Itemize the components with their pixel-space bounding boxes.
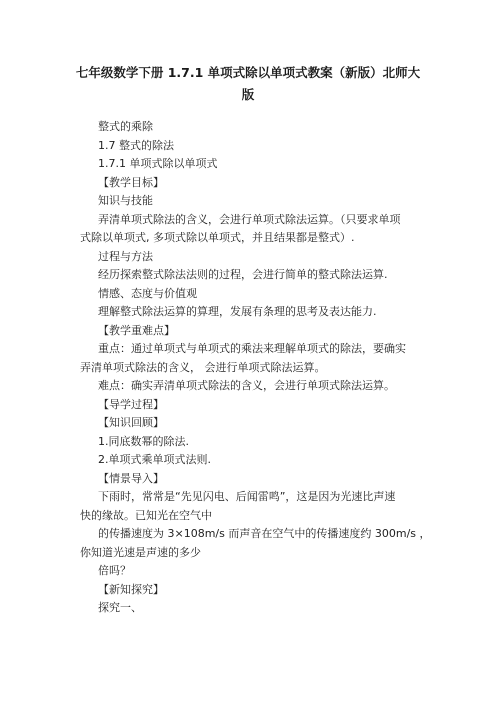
body-line: 快的缘故。已知光在空气中 [80,509,212,522]
section-heading: 【知识回顾】 [98,416,164,429]
body-line: 弄清单项式除法的含义，会进行单项式除法运算。（只要求单项 [98,213,401,226]
body-line: 情感、态度与价值观 [98,287,197,300]
body-line: 弄清单项式除法的含义， 会进行单项式除法运算。 [80,361,326,374]
body-line: 整式的乘除 [98,120,153,133]
body-line: 2.单项式乘单项式法则. [98,453,211,466]
body-line: 知识与技能 [98,194,153,207]
body-line: 1.同底数幂的除法. [98,435,189,448]
body-line: 难点：确实弄清单项式除法的含义，会进行单项式除法运算。 [98,379,395,392]
document-title [70,62,426,106]
body-line: 过程与方法 [98,250,153,263]
title-line-1: 七年级数学下册 1.7.1 单项式除以单项式教案（新版）北师大 [75,65,421,80]
body-line: 式除以单项式, 多项式除以单项式，并且结果都是整式）. [80,231,355,244]
section-heading: 【教学重难点】 [98,324,175,337]
body-line: 倍吗？ [98,564,131,577]
body-line: 的传播速度为 3×108m/s 而声音在空气中的传播速度约 300m/s ， [98,527,431,540]
body-line: 重点：通过单项式与单项式的乘法来理解单项式的除法，要确实 [98,342,406,355]
title-line-2: 版 [241,87,255,102]
body-line: 理解整式除法运算的算理，发展有条理的思考及表达能力. [98,305,377,318]
body-line: 1.7.1 单项式除以单项式 [98,157,218,170]
section-heading: 【导学过程】 [98,398,164,411]
body-line: 1.7 整式的除法 [98,139,174,152]
body-line: 探究一、 [98,601,142,614]
body-line: 你知道光速是声速的多少 [80,546,201,559]
section-heading: 【情景导入】 [98,472,164,485]
body-line: 经历探索整式除法法则的过程，会进行简单的整式除法运算. [98,268,388,281]
body-line: 下雨时，常常是“先见闪电、后闻雷鸣”，这是因为光速比声速 [98,490,396,503]
section-heading: 【新知探究】 [98,583,164,596]
section-heading: 【教学目标】 [98,176,164,189]
